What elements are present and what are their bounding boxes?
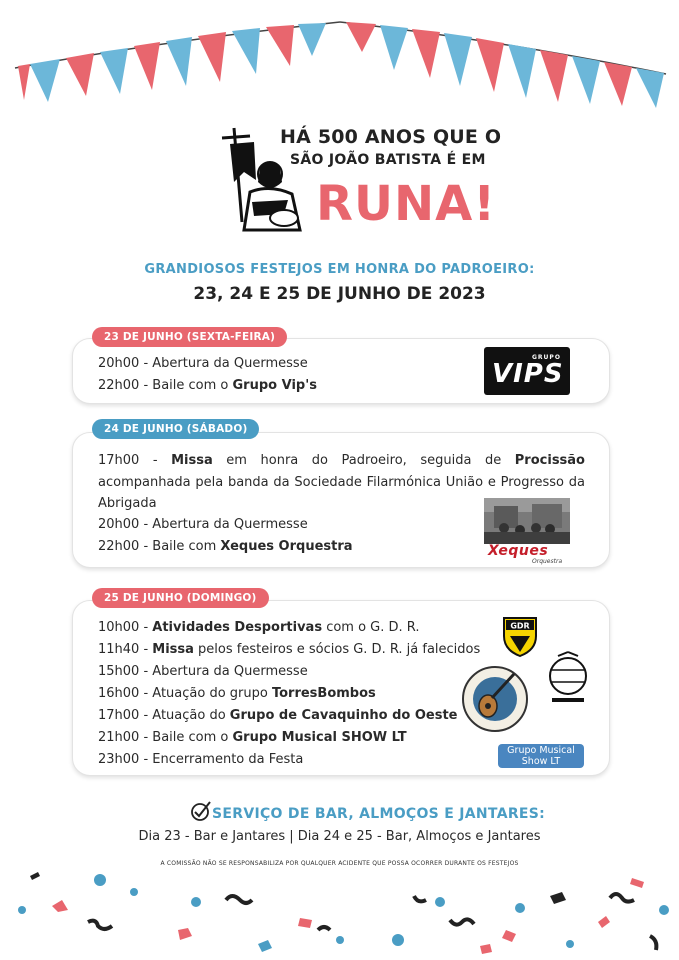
day-24-item: 22h00 - Baile com Xeques Orquestra xyxy=(98,539,353,554)
day-25-item: 10h00 - Atividades Desportivas com o G. D. R. xyxy=(98,620,420,635)
headline-line-1: HÁ 500 ANOS QUE O xyxy=(280,126,502,148)
bar-service-title: SERVIÇO DE BAR, ALMOÇOS E JANTARES: xyxy=(212,806,546,822)
day-25-item: 17h00 - Atuação do Grupo de Cavaquinho do Oeste xyxy=(98,708,458,723)
headline-runa: RUNA! xyxy=(316,176,497,232)
xeques-band-photo xyxy=(484,498,570,544)
day-25-item: 11h40 - Missa pelos festeiros e sócios G. D. R. já falecidos xyxy=(98,642,481,657)
day-25-tag: 25 DE JUNHO (DOMINGO) xyxy=(92,588,269,608)
festivities-dates: 23, 24 E 25 DE JUNHO DE 2023 xyxy=(193,284,486,304)
day-25-item: 23h00 - Encerramento da Festa xyxy=(98,752,304,767)
disclaimer-text: A COMISSÃO NÃO SE RESPONSABILIZA POR QUALQUER ACIDENTE QUE POSSA OCORRER DURANTE OS FESTEJOS xyxy=(160,860,519,867)
bunting-decoration xyxy=(0,0,679,130)
headline-line-2: SÃO JOÃO BATISTA É EM xyxy=(290,152,486,168)
day-23-tag: 23 DE JUNHO (SEXTA-FEIRA) xyxy=(92,327,287,347)
checkmark-circle-icon xyxy=(190,800,212,822)
bar-service-schedule: Dia 23 - Bar e Jantares | Dia 24 e 25 - Bar, Almoços e Jantares xyxy=(138,829,541,844)
day-24-item: 20h00 - Abertura da Quermesse xyxy=(98,517,308,532)
xeques-logo-subtext: Orquestra xyxy=(532,558,563,565)
torresbombos-logo xyxy=(544,648,592,708)
day-25-item: 16h00 - Atuação do grupo TorresBombos xyxy=(98,686,376,701)
xeques-logo-text: Xeques xyxy=(488,543,549,559)
confetti-decoration xyxy=(0,860,679,960)
day-24-mass-item: 17h00 - Missa em honra do Padroeiro, seguida de Procissão acompanhada pela banda da Sociedade Filarmónica União e Progresso da Abrigada xyxy=(98,453,585,511)
gdr-logo-text: GDR xyxy=(510,621,530,631)
grupo-vips-logo: GRUPO VIPS xyxy=(484,347,570,395)
grupo-musical-show-lt-logo: Grupo Musical Show LT xyxy=(498,744,584,768)
day-23-item: 20h00 - Abertura da Quermesse xyxy=(98,356,308,371)
cavaquinho-logo xyxy=(460,662,530,736)
day-25-item: 15h00 - Abertura da Quermesse xyxy=(98,664,308,679)
festivities-subtitle: GRANDIOSOS FESTEJOS EM HONRA DO PADROEIRO: xyxy=(144,262,535,277)
day-25-item: 21h00 - Baile com o Grupo Musical SHOW LT xyxy=(98,730,407,745)
day-24-tag: 24 DE JUNHO (SÁBADO) xyxy=(92,419,259,439)
day-23-item: 22h00 - Baile com o Grupo Vip's xyxy=(98,378,317,393)
gdr-logo xyxy=(500,614,540,658)
